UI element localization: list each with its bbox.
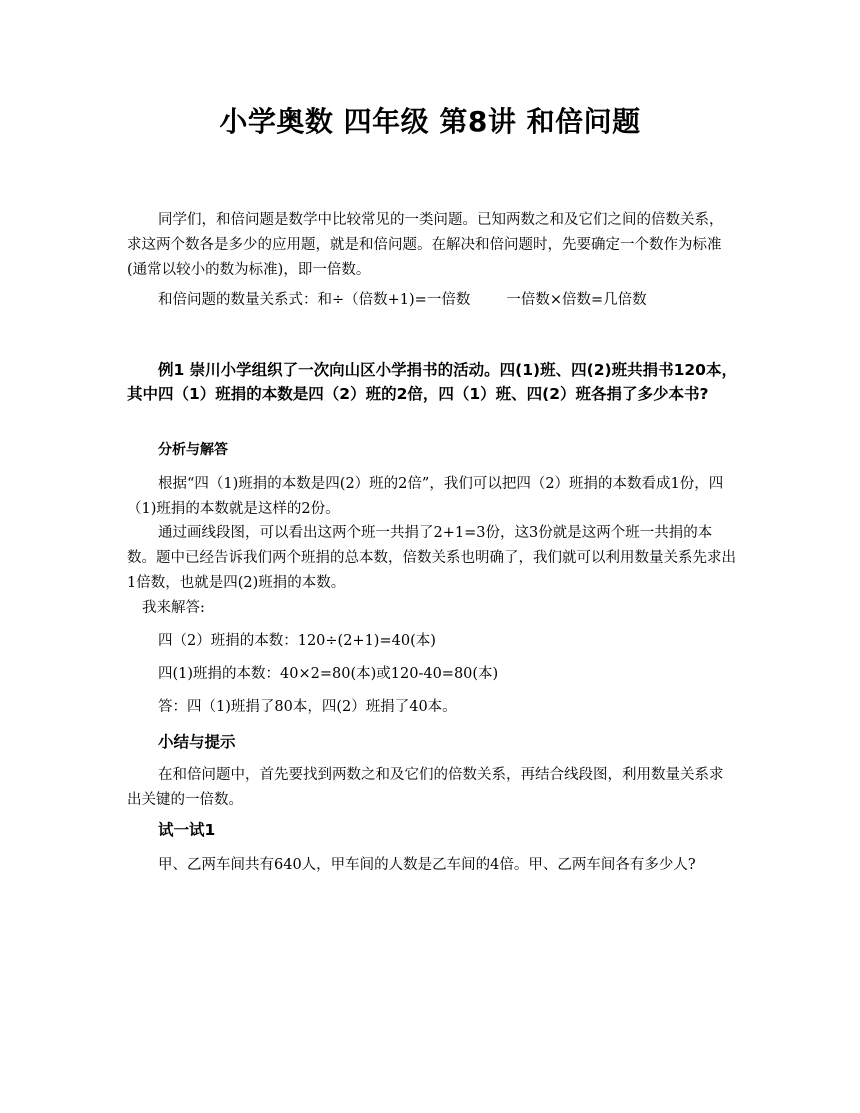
example-1-problem: 例1 崇川小学组织了一次向山区小学捐书的活动。四(1)班、四(2)班共捐书120本，其中四（1）班捐的本数是四（2）班的2倍，四（1）班、四(2）班各捐了多少本书? — [127, 361, 737, 403]
try-heading: 试一试1 — [158, 821, 216, 839]
calculation-line-1: 四（2）班捐的本数：120÷(2+1)=40(本) — [158, 633, 436, 649]
analysis-heading: 分析与解答 — [158, 442, 228, 458]
summary-heading: 小结与提示 — [158, 733, 236, 751]
analysis-paragraph-1: 根据“四（1)班捐的本数是四(2）班的2倍”，我们可以把四（2）班捐的本数看成1份，四（1)班捐的本数就是这样的2份。 — [127, 476, 724, 517]
summary-paragraph: 在和倍问题中，首先要找到两数之和及它们的倍数关系，再结合线段图，利用数量关系求出关键的一倍数。 — [127, 767, 724, 808]
my-answer-label: 我来解答: — [142, 600, 205, 616]
formula-part2: 一倍数×倍数=几倍数 — [506, 292, 647, 308]
page-title: 小学奥数 四年级 第8讲 和倍问题 — [219, 105, 641, 138]
formula-part1: 和倍问题的数量关系式：和÷（倍数+1)=一倍数 — [158, 292, 471, 308]
formula-line — [127, 288, 737, 313]
try-problem: 甲、乙两车间共有640人，甲车间的人数是乙车间的4倍。甲、乙两车间各有多少人? — [158, 857, 696, 873]
calculation-line-2: 四(1)班捐的本数：40×2=80(本)或120-40=80(本) — [158, 666, 499, 682]
intro-paragraph: 同学们，和倍问题是数学中比较常见的一类问题。已知两数之和及它们之间的倍数关系，求这两个数各是多少的应用题，就是和倍问题。在解决和倍问题时，先要确定一个数作为标准(通常以较小的数为标准)，即一倍数。 — [127, 212, 724, 278]
answer-line: 答：四（1)班捐了80本，四(2）班捐了40本。 — [158, 699, 457, 715]
analysis-paragraph-2: 通过画线段图，可以看出这两个班一共捐了2+1=3份，这3份就是这两个班一共捐的本数。题中已经告诉我们两个班捐的总本数，倍数关系也明确了，我们就可以利用数量关系先求出1倍数，也就是四(2)班捐的本数。 — [127, 525, 736, 591]
